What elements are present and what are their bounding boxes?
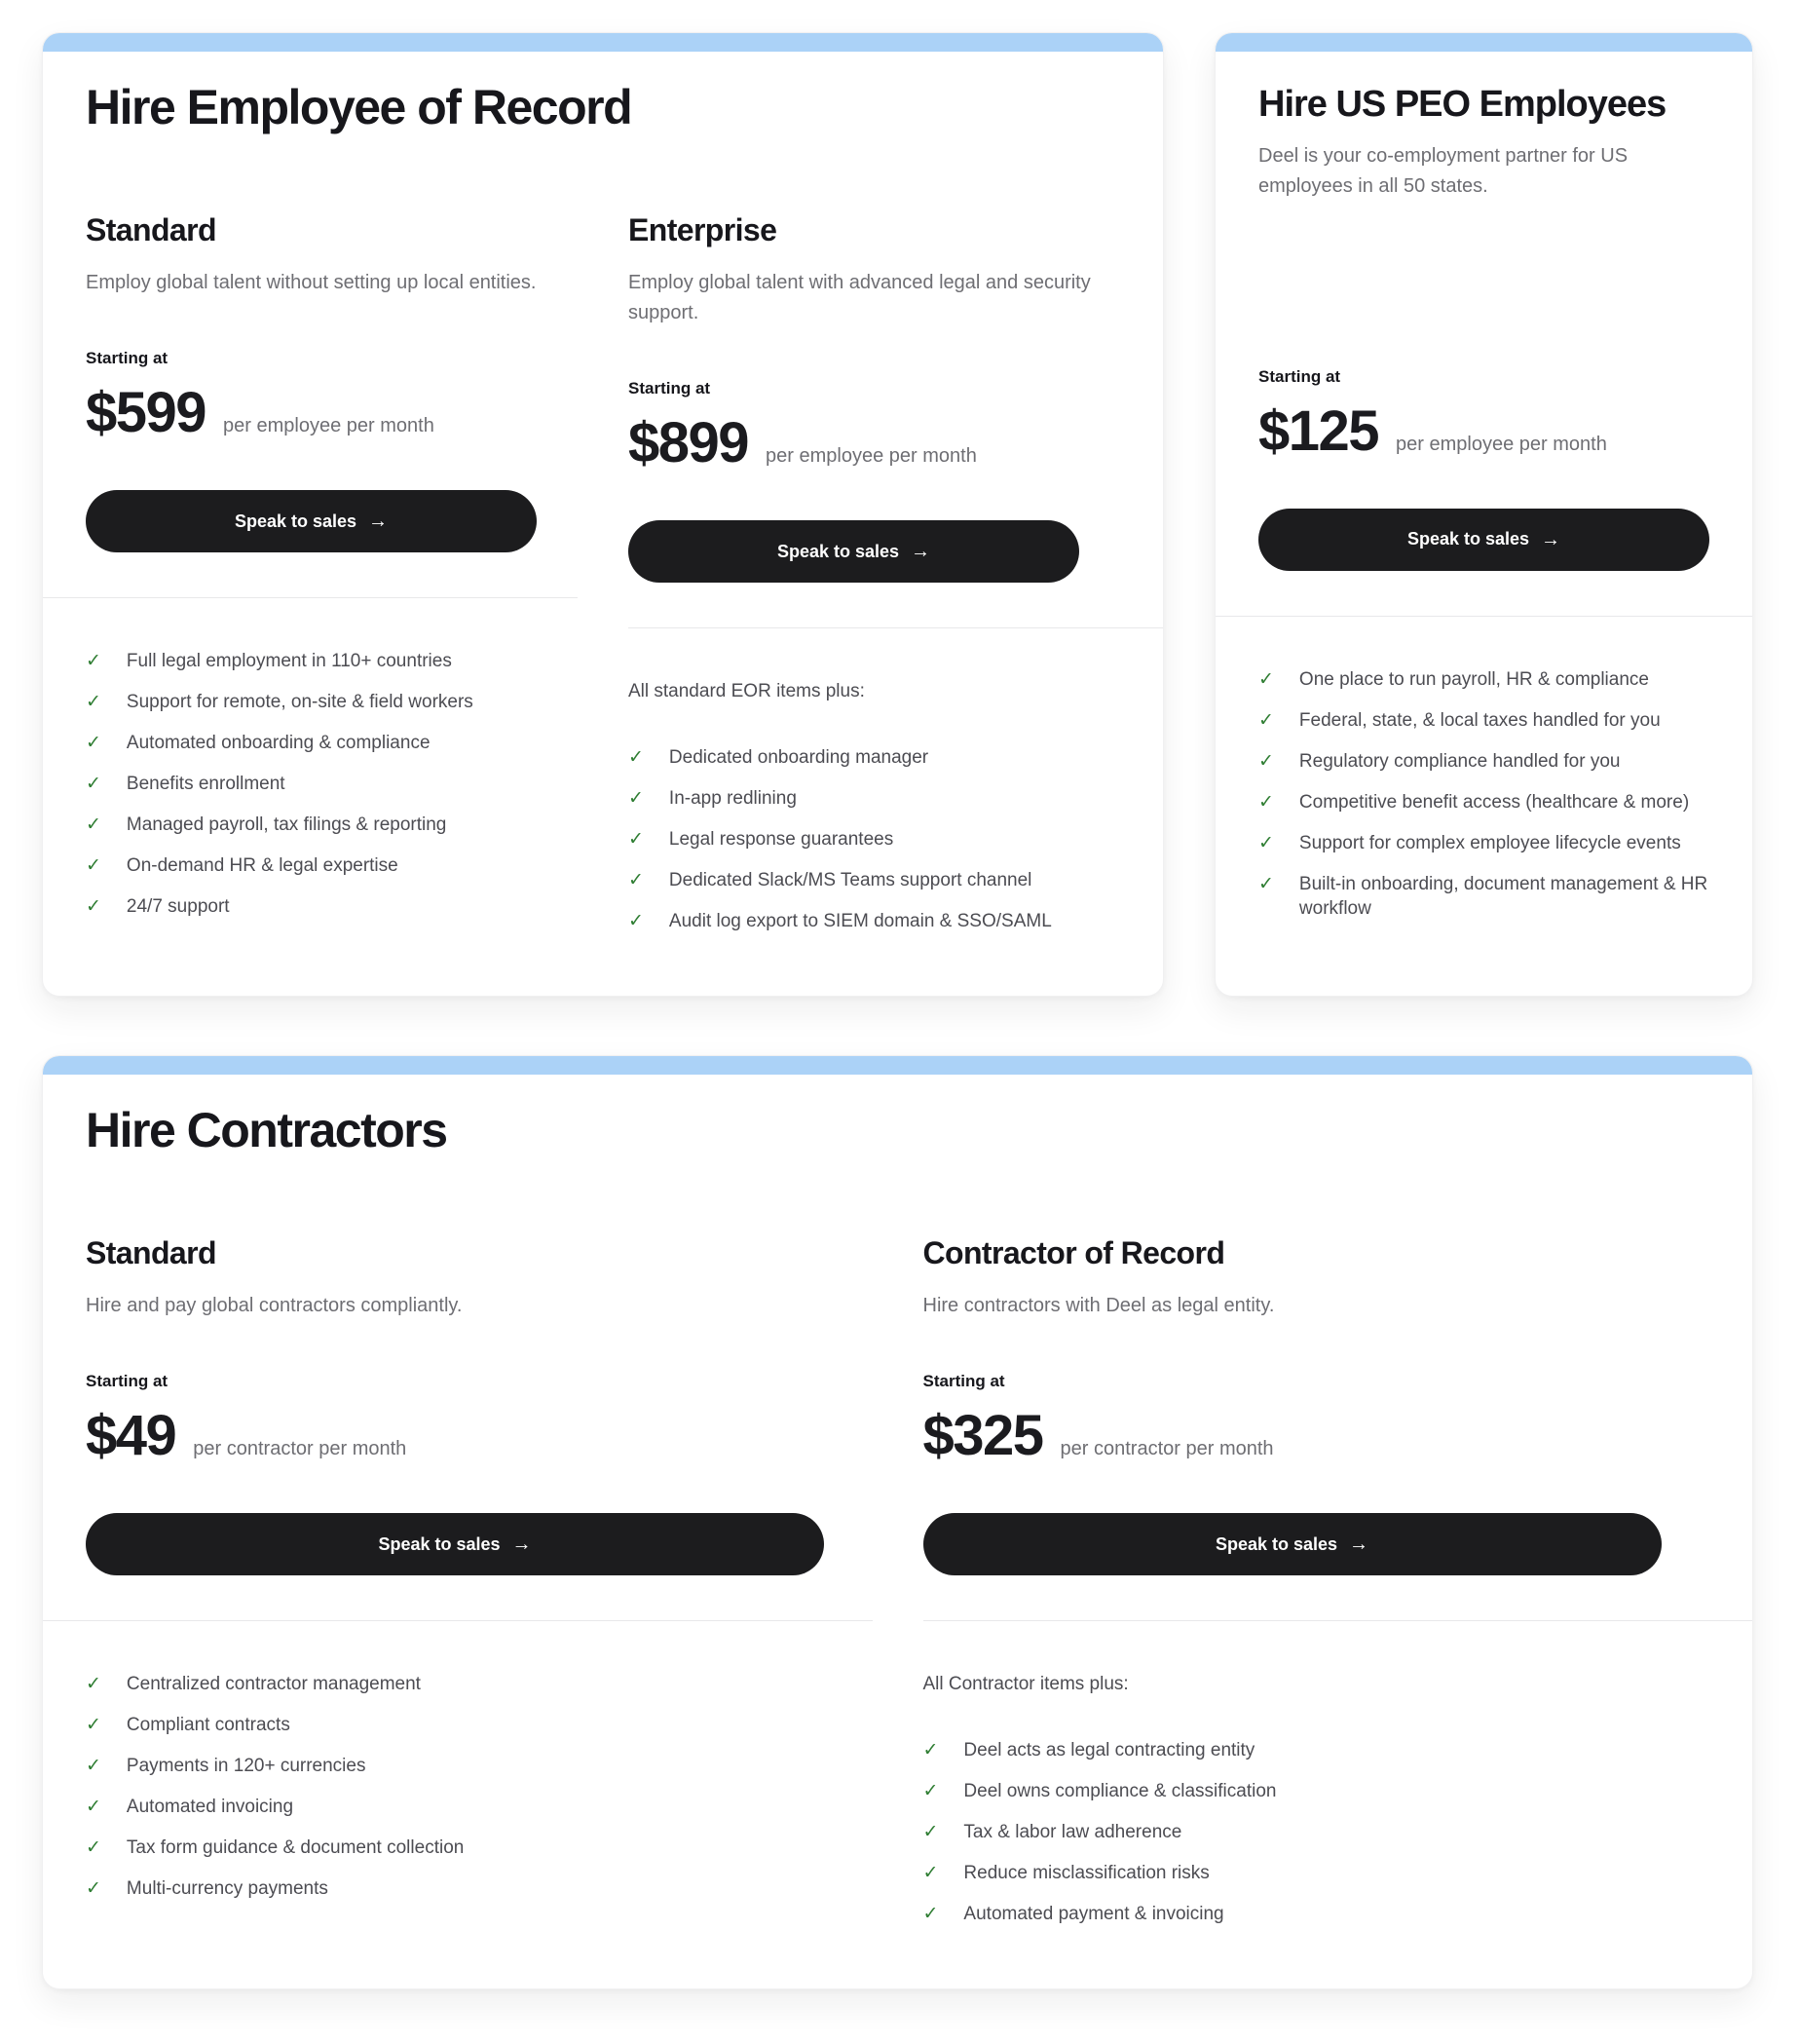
check-icon: ✓ [86, 855, 101, 876]
price-suffix: per employee per month [223, 415, 434, 436]
feature-text: Dedicated onboarding manager [668, 747, 929, 768]
feature-text: One place to run payroll, HR & compliance [1298, 668, 1649, 690]
feature-text: Multi-currency payments [126, 1878, 328, 1899]
feature-text: Payments in 120+ currencies [126, 1756, 366, 1776]
card-hire-us-peo [1215, 32, 1753, 997]
feature-item [86, 1754, 709, 1778]
feature-item [86, 649, 578, 673]
feature-text: Automated invoicing [126, 1797, 294, 1817]
price-suffix: per contractor per month [1060, 1438, 1274, 1459]
feature-text: Audit log export to SIEM domain & SSO/SAML [668, 911, 1052, 931]
feature-item [86, 853, 578, 878]
card-title: Hire Contractors [86, 1103, 447, 1157]
price-suffix: per employee per month [1396, 433, 1607, 455]
accent-bar [1216, 33, 1752, 52]
feature-text: Regulatory compliance handled for you [1298, 750, 1621, 772]
plan-name: Contractor of Record [922, 1235, 1225, 1270]
button-label: Speak to sales [1215, 1533, 1338, 1554]
check-icon: ✓ [86, 896, 101, 917]
divider [628, 627, 1163, 628]
card-contractors-inner [43, 1075, 1752, 1988]
check-icon: ✓ [86, 1878, 101, 1899]
plan-description: Hire and pay global contractors compliantly. [86, 1295, 463, 1316]
accent-bar [43, 33, 1163, 52]
check-icon: ✓ [86, 774, 101, 794]
check-icon: ✓ [86, 1837, 101, 1858]
price-value: $125 [1258, 398, 1379, 463]
feature-item [628, 909, 1120, 933]
feature-item [86, 690, 578, 714]
top-row [42, 32, 1753, 997]
feature-item [86, 1672, 709, 1696]
price-suffix: per employee per month [766, 445, 977, 467]
feature-text: Tax form guidance & document collection [126, 1837, 465, 1858]
price-row [1258, 398, 1709, 464]
check-icon: ✓ [1258, 668, 1274, 690]
price-row [923, 1403, 1710, 1468]
check-icon: ✓ [922, 1822, 939, 1842]
feature-text: Legal response guarantees [668, 829, 894, 850]
feature-text: Automated onboarding & compliance [126, 733, 431, 753]
check-icon: ✓ [86, 814, 101, 835]
feature-item [1258, 790, 1709, 814]
plan-description: Hire contractors with Deel as legal entity. [922, 1295, 1275, 1316]
card-peo-inner [1216, 52, 1752, 996]
feature-list [923, 1738, 1710, 1926]
divider [43, 1620, 873, 1621]
starting-at-label: Starting at [922, 1372, 1005, 1390]
arrow-right-icon: → [368, 511, 389, 532]
feature-text: Support for complex employee lifecycle events [1298, 832, 1681, 853]
feature-text: Benefits enrollment [126, 774, 285, 794]
feature-item [923, 1820, 1547, 1844]
feature-text: Compliant contracts [126, 1715, 290, 1735]
feature-item [86, 813, 578, 837]
feature-text: Centralized contractor management [126, 1674, 421, 1694]
button-label: Speak to sales [1406, 529, 1530, 549]
plan-description: Employ global talent with advanced legal and security support. [628, 272, 1091, 323]
feature-item [923, 1902, 1547, 1926]
feature-text: Tax & labor law adherence [963, 1822, 1182, 1842]
check-icon: ✓ [1258, 832, 1274, 853]
price-row [86, 380, 578, 445]
feature-text: In-app redlining [668, 788, 797, 809]
divider [1216, 616, 1752, 617]
feature-text: Competitive benefit access (healthcare & more) [1298, 791, 1690, 813]
feature-item [923, 1779, 1547, 1803]
feature-text: Built-in onboarding, document management & HR workflow [1298, 873, 1708, 919]
features-intro: All standard EOR items plus: [628, 681, 865, 701]
feature-item [628, 827, 1120, 852]
card-title: Hire US PEO Employees [1258, 84, 1667, 125]
plan-description: Employ global talent without setting up local entities. [86, 272, 537, 293]
speak-to-sales-button[interactable] [86, 1513, 824, 1575]
eor-plan-columns [86, 212, 1120, 933]
feature-text: Deel acts as legal contracting entity [963, 1740, 1255, 1760]
feature-text: Managed payroll, tax filings & reporting [126, 814, 447, 835]
price-row [86, 1403, 873, 1468]
feature-item [923, 1738, 1547, 1762]
check-icon: ✓ [628, 829, 644, 850]
plan-name: Standard [86, 212, 216, 247]
price-value: $325 [922, 1404, 1043, 1467]
starting-at-label: Starting at [86, 1372, 169, 1390]
feature-list [86, 649, 578, 919]
check-icon: ✓ [628, 788, 644, 809]
check-icon: ✓ [628, 870, 644, 890]
feature-item [86, 1713, 709, 1737]
feature-text: Full legal employment in 110+ countries [126, 651, 452, 671]
check-icon: ✓ [86, 733, 101, 753]
plan-name: Standard [86, 1235, 216, 1270]
check-icon: ✓ [922, 1863, 939, 1883]
check-icon: ✓ [86, 1797, 101, 1817]
divider [923, 1620, 1753, 1621]
feature-item [1258, 667, 1709, 692]
arrow-right-icon: → [1349, 1533, 1369, 1555]
starting-at-label: Starting at [1258, 366, 1341, 386]
check-icon: ✓ [86, 1715, 101, 1735]
feature-text: Automated payment & invoicing [963, 1904, 1224, 1924]
feature-item [923, 1861, 1547, 1885]
check-icon: ✓ [86, 1756, 101, 1776]
plan-column-contractors-standard [86, 1235, 873, 1926]
feature-item [1258, 872, 1709, 921]
button-label: Speak to sales [776, 541, 900, 561]
feature-item [1258, 831, 1709, 855]
feature-item [86, 772, 578, 796]
plan-column-eor-enterprise [628, 212, 1120, 933]
feature-text: Support for remote, on-site & field workers [126, 692, 473, 712]
features-intro: All Contractor items plus: [922, 1674, 1129, 1694]
feature-text: Federal, state, & local taxes handled for you [1298, 709, 1661, 731]
feature-item [86, 1795, 709, 1819]
button-label: Speak to sales [378, 1533, 501, 1554]
arrow-right-icon: → [511, 1533, 532, 1555]
arrow-right-icon: → [911, 541, 931, 562]
check-icon: ✓ [628, 747, 644, 768]
button-label: Speak to sales [234, 511, 357, 531]
check-icon: ✓ [86, 1674, 101, 1694]
check-icon: ✓ [1258, 709, 1274, 731]
price-row [628, 410, 1120, 475]
feature-item [1258, 749, 1709, 774]
feature-item [86, 731, 578, 755]
check-icon: ✓ [628, 911, 644, 931]
feature-list [628, 745, 1120, 933]
card-title: Hire Employee of Record [86, 80, 632, 134]
check-icon: ✓ [1258, 750, 1274, 772]
check-icon: ✓ [922, 1904, 939, 1924]
price-value: $49 [86, 1404, 176, 1467]
feature-item [86, 894, 578, 919]
check-icon: ✓ [1258, 873, 1274, 894]
starting-at-label: Starting at [86, 349, 169, 367]
price-suffix: per contractor per month [193, 1438, 407, 1459]
plan-column-contractor-of-record [923, 1235, 1710, 1926]
price-value: $599 [86, 381, 206, 444]
card-eor-inner [43, 52, 1163, 996]
speak-to-sales-button[interactable] [86, 490, 537, 552]
feature-item [628, 745, 1120, 770]
check-icon: ✓ [922, 1781, 939, 1801]
feature-text: Deel owns compliance & classification [963, 1781, 1277, 1801]
speak-to-sales-button[interactable] [923, 1513, 1662, 1575]
speak-to-sales-button[interactable] [628, 520, 1079, 583]
feature-text: On-demand HR & legal expertise [126, 855, 398, 876]
card-hire-contractors [42, 1055, 1753, 1989]
feature-item [628, 786, 1120, 811]
plan-description: Deel is your co-employment partner for US employees in all 50 states. [1258, 144, 1629, 197]
feature-item [86, 1836, 709, 1860]
feature-text: Reduce misclassification risks [963, 1863, 1210, 1883]
check-icon: ✓ [1258, 791, 1274, 813]
feature-text: 24/7 support [126, 896, 230, 917]
starting-at-label: Starting at [628, 379, 711, 397]
arrow-right-icon: → [1541, 528, 1561, 550]
speak-to-sales-button[interactable] [1258, 509, 1709, 571]
feature-item [86, 1876, 709, 1901]
check-icon: ✓ [922, 1740, 939, 1760]
check-icon: ✓ [86, 651, 101, 671]
feature-item [1258, 708, 1709, 733]
plan-column-eor-standard [86, 212, 578, 933]
card-hire-eor [42, 32, 1164, 997]
feature-list [86, 1672, 873, 1901]
plan-name: Enterprise [628, 212, 777, 247]
check-icon: ✓ [86, 692, 101, 712]
feature-list [1258, 667, 1709, 921]
feature-text: Dedicated Slack/MS Teams support channel [668, 870, 1032, 890]
accent-bar [43, 1056, 1752, 1075]
contractors-plan-columns [86, 1235, 1709, 1926]
divider [43, 597, 578, 598]
price-value: $899 [628, 411, 749, 474]
feature-item [628, 868, 1120, 892]
